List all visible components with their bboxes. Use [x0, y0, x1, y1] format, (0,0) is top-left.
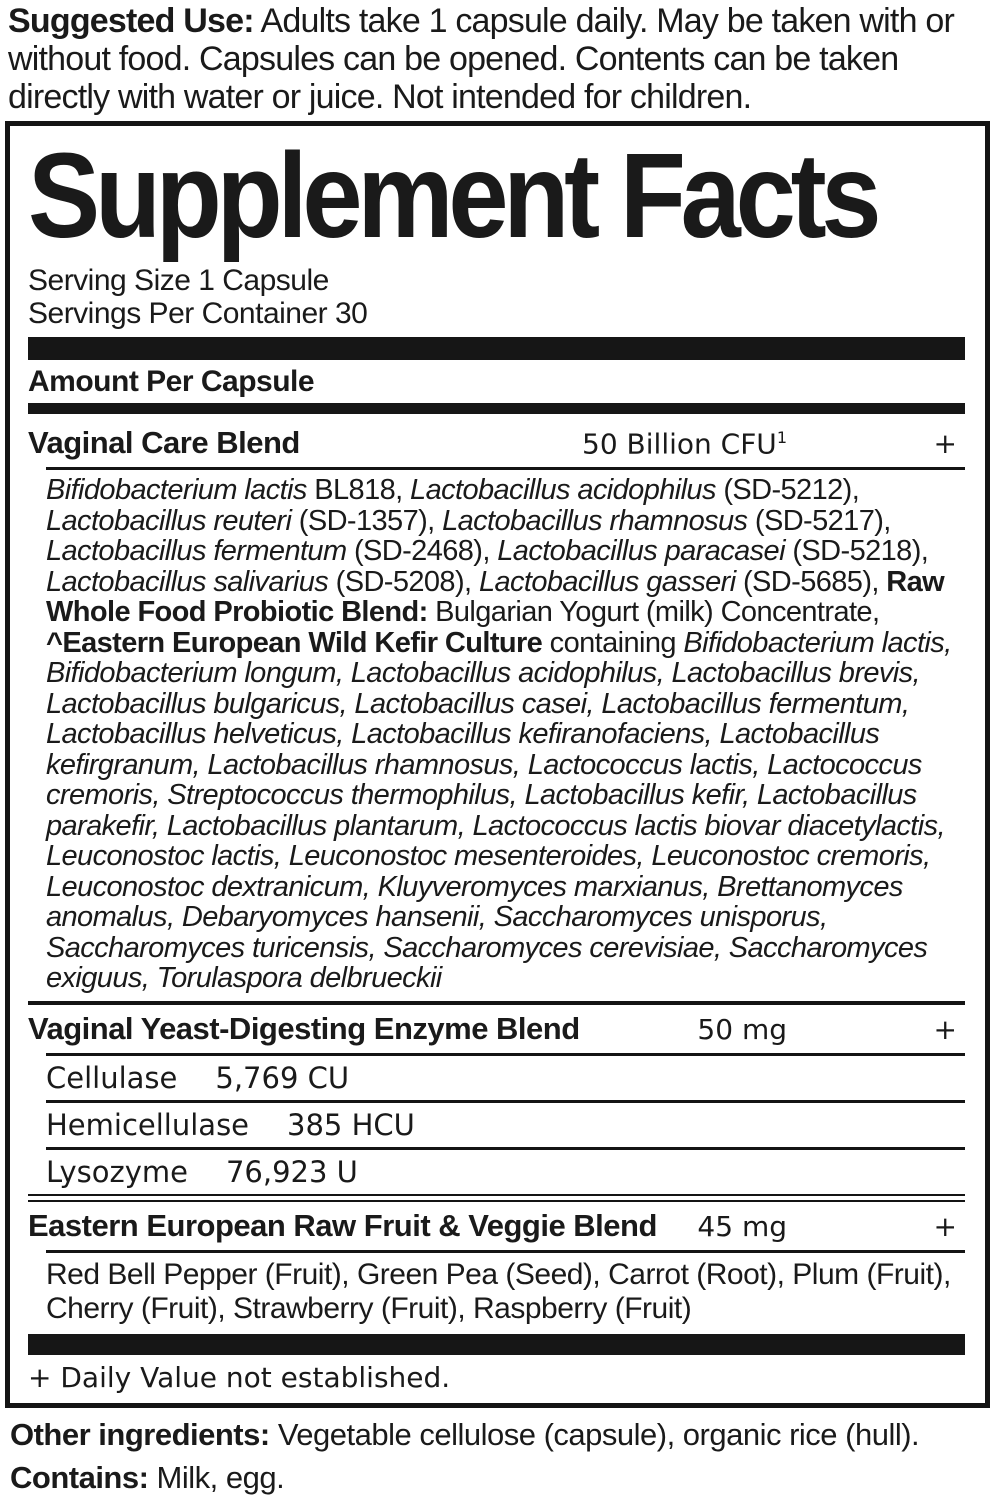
serving-size: Serving Size 1 Capsule — [28, 264, 329, 297]
row-fruit-veggie-blend — [28, 1202, 965, 1250]
blend-dv: + — [933, 1209, 957, 1243]
enzyme-name: Lysozyme — [46, 1154, 188, 1189]
other-ingredients — [10, 1418, 989, 1451]
divider-bar-header — [28, 403, 965, 414]
panel-title: Supplement Facts — [28, 129, 877, 264]
contains-statement — [10, 1461, 989, 1494]
contains-text: Milk, egg. — [148, 1459, 285, 1495]
enzyme-value: 385 HCU — [287, 1107, 415, 1142]
amount-per-capsule-header: Amount Per Capsule — [28, 365, 315, 398]
daily-value-footnote: + Daily Value not established. — [28, 1360, 451, 1394]
other-ingredients-label: Other ingredients: — [10, 1416, 270, 1452]
blend-amount-value: 50 Billion CFU — [582, 427, 777, 461]
enzyme-value: 5,769 CU — [215, 1060, 350, 1095]
enzyme-value: 76,923 U — [225, 1154, 358, 1189]
blend-name: Vaginal Yeast-Digesting Enzyme Blend — [28, 1010, 580, 1046]
blend-amount: 50 mg — [697, 1012, 787, 1046]
divider-bar-top — [28, 337, 965, 360]
enzyme-name: Cellulase — [46, 1060, 178, 1095]
servings-per-container: Servings Per Container 30 — [28, 297, 368, 330]
suggested-use — [8, 2, 989, 116]
suggested-use-text: Adults take 1 capsule daily. May be taken with or without food. Capsules can be opened. Contents can be taken directly with water or juice. Not intended for children. — [8, 2, 954, 116]
probiotic-blend-ingredients: Bifidobacterium lactis BL818, Lactobacillus acidophilus (SD-5212), Lactobacillus reuteri (SD-1357), Lactobacillus rhamnosus (SD-5217), Lactobacillus fermentum (SD-2468), Lactobacillus paracasei (SD-5218), Lactobacillus salivarius (SD-5208), Lactobacillus gasseri (SD-5685), Raw Whole Food Probiotic Blend: Bulgarian Yogurt (milk) Concentrate, ^Eastern European Wild Kefir Culture containing Bifidobacterium lactis, Bifidobacterium longum, Lactobacillus acidophilus, Lactobacillus brevis, Lactobacillus bulgaricus, Lactobacillus casei, Lactobacillus fermentum, Lactobacillus helveticus, Lactobacillus kefiranofaciens, Lactobacillus kefirgranum, Lactobacillus rhamnosus, Lactococcus lactis, Lactococcus cremoris, Streptococcus thermophilus, Lactobacillus kefir, Lactobacillus parakefir, Lactobacillus plantarum, Lactococcus lactis biovar diacetylactis, Leuconostoc lactis, Leuconostoc mesenteroides, Leuconostoc cremoris, Leuconostoc dextranicum, Kluyveromyces marxianus, Brettanomyces anomalus, Debaryomyces hansenii, Saccharomyces unisporus, Saccharomyces turicensis, Saccharomyces cerevisiae, Saccharomyces exiguus, Torulaspora delbrueckii — [46, 474, 952, 995]
fruit-veggie-ingredients: Red Bell Pepper (Fruit), Green Pea (Seed), Carrot (Root), Plum (Fruit), Cherry (Fruit), Strawberry (Fruit), Raspberry (Fruit) — [46, 1257, 951, 1325]
separator-rule — [46, 1250, 965, 1253]
blend-name: Vaginal Care Blend — [28, 425, 300, 461]
separator-rule-double — [28, 1194, 965, 1202]
enzyme-row-cellulase — [46, 1056, 965, 1100]
suggested-use-label: Suggested Use: — [8, 2, 254, 40]
blend-dv: + — [933, 1012, 957, 1046]
enzyme-row-lysozyme — [46, 1150, 965, 1194]
contains-label: Contains: — [10, 1459, 149, 1495]
divider-bar-bottom — [28, 1334, 965, 1355]
blend-amount — [582, 421, 787, 461]
enzyme-name: Hemicellulase — [46, 1107, 250, 1142]
enzyme-row-hemicellulase — [46, 1103, 965, 1147]
supplement-facts-panel — [5, 121, 990, 1408]
separator-rule — [46, 467, 965, 470]
blend-name: Eastern European Raw Fruit & Veggie Blend — [28, 1207, 657, 1243]
blend-amount: 45 mg — [697, 1209, 787, 1243]
row-enzyme-blend — [28, 1005, 965, 1053]
blend-dv: + — [933, 427, 957, 461]
blend-amount-footnote-marker: 1 — [776, 428, 787, 447]
row-vaginal-care-blend — [28, 414, 965, 467]
other-ingredients-text: Vegetable cellulose (capsule), organic rice (hull). — [269, 1416, 920, 1452]
